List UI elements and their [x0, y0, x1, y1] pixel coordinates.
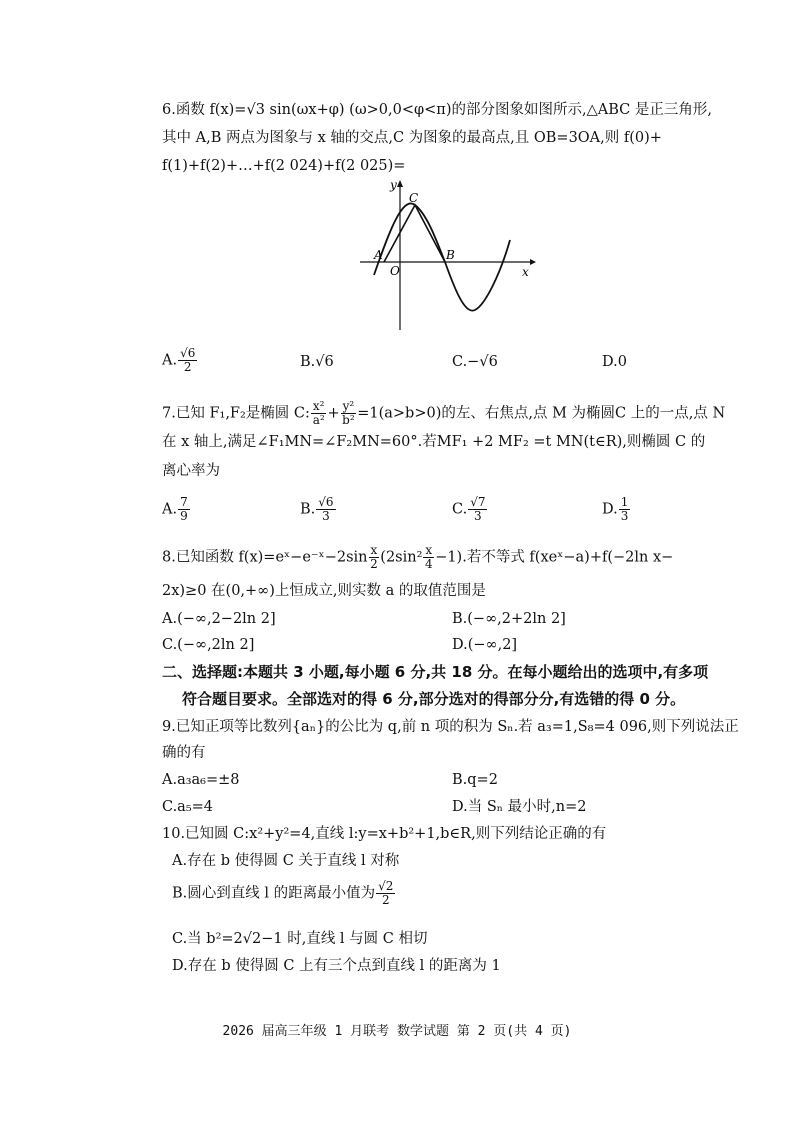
page-footer: 2026 届高三年级 1 月联考 数学试题 第 2 页(共 4 页)	[222, 1024, 572, 1039]
q9-option-d: D.当 Sₙ 最小时,n=2	[452, 799, 587, 815]
q9-line1: 9.已知正项等比数列{aₙ}的公比为 q,前 n 项的积为 Sₙ.若 a₃=1,S₈=4 096,则下列说法正	[162, 719, 739, 735]
q10-option-c: C.当 b²=2√2−1 时,直线 l 与圆 C 相切	[172, 931, 428, 947]
q9-line2: 确的有	[162, 745, 206, 761]
q6-option-d: D.0	[602, 354, 627, 370]
graph-point-a: A	[374, 248, 383, 262]
section-2-heading-line2: 符合题目要求。全部选对的得 6 分,部分选对的得部分分,有选错的得 0 分。	[182, 690, 686, 708]
q9-option-a: A.a₃a₆=±8	[162, 772, 240, 788]
graph-point-b: B	[446, 248, 455, 262]
graph-x-label: x	[522, 265, 529, 279]
q10-line1: 10.已知圆 C:x²+y²=4,直线 l:y=x+b²+1,b∈R,则下列结论正确的有	[162, 826, 607, 842]
q7-line3: 离心率为	[162, 463, 220, 479]
graph-point-c: C	[409, 191, 419, 205]
q10-option-a: A.存在 b 使得圆 C 关于直线 l 对称	[172, 853, 400, 869]
q8-line2: 2x)≥0 在(0,+∞)上恒成立,则实数 a 的取值范围是	[162, 583, 486, 599]
q9-option-b: B.q=2	[452, 772, 498, 788]
q6-option-b: B.√6	[300, 354, 334, 370]
q6-graph	[360, 175, 540, 335]
q7-line1: 7.已知 F₁,F₂是椭圆 C: $\frac{\text{x²}}{\text{a²}}$ + $\frac{\text{y²}}{\text{b²}}$ =1(a>b>0)的左、右焦点,点 M 为椭圆C 上的一点,点 N	[162, 399, 726, 427]
q6-option-c: C.−√6	[452, 354, 498, 370]
q6-line1: 6.函数 f(x)=√3 sin(ωx+φ) (ω>0,0<φ<π)的部分图象如图所示,△ABC 是正三角形,	[162, 102, 712, 118]
q6-line2: 其中 A,B 两点为图象与 x 轴的交点,C 为图象的最高点,且 OB=3OA,则 f(0)+	[162, 130, 662, 146]
x-axis-arrow	[530, 259, 536, 265]
q8-line1: 8.已知函数 f(x)=eˣ−e⁻ˣ−2sin $\frac{x}{2}$ (2sin² $\frac{x}{4}$ −1).若不等式 f(xeˣ−a)+f(−2ln x−	[162, 543, 674, 571]
q7-line2: 在 x 轴上,满足∠F₁MN=∠F₂MN=60°.若MF₁ +2 MF₂ =t MN(t∈R),则椭圆 C 的	[162, 434, 706, 450]
q8-option-c: C.(−∞,2ln 2]	[162, 637, 255, 653]
section-2-heading-line1: 二、选择题:本题共 3 小题,每小题 6 分,共 18 分。在每小题给出的选项中,有多项	[162, 663, 709, 681]
q8-option-a: A.(−∞,2−2ln 2]	[162, 611, 276, 627]
q7-option-a: A. $\frac{7}{9}$	[162, 495, 188, 523]
q7-option-d: D. $\frac{1}{3}$	[602, 495, 629, 523]
q10-option-d: D.存在 b 使得圆 C 上有三个点到直线 l 的距离为 1	[172, 958, 501, 974]
q6-line3: f(1)+f(2)+…+f(2 024)+f(2 025)=	[162, 158, 406, 174]
q6-option-a: A. $\frac{√6}{2}$	[162, 346, 196, 374]
q10-option-b: B.圆心到直线 l 的距离最小值为 $\frac{√2}{2}$	[172, 879, 394, 907]
triangle-abc	[384, 205, 445, 262]
graph-y-label: y	[390, 178, 397, 192]
q7-option-c: C. $\frac{√7}{3}$	[452, 495, 486, 523]
q8-option-d: D.(−∞,2]	[452, 637, 518, 653]
q8-option-b: B.(−∞,2+2ln 2]	[452, 611, 566, 627]
q7-option-b: B. $\frac{√6}{3}$	[300, 495, 334, 523]
graph-origin: O	[390, 264, 400, 278]
q9-option-c: C.a₅=4	[162, 799, 214, 815]
y-axis-arrow	[397, 180, 403, 187]
